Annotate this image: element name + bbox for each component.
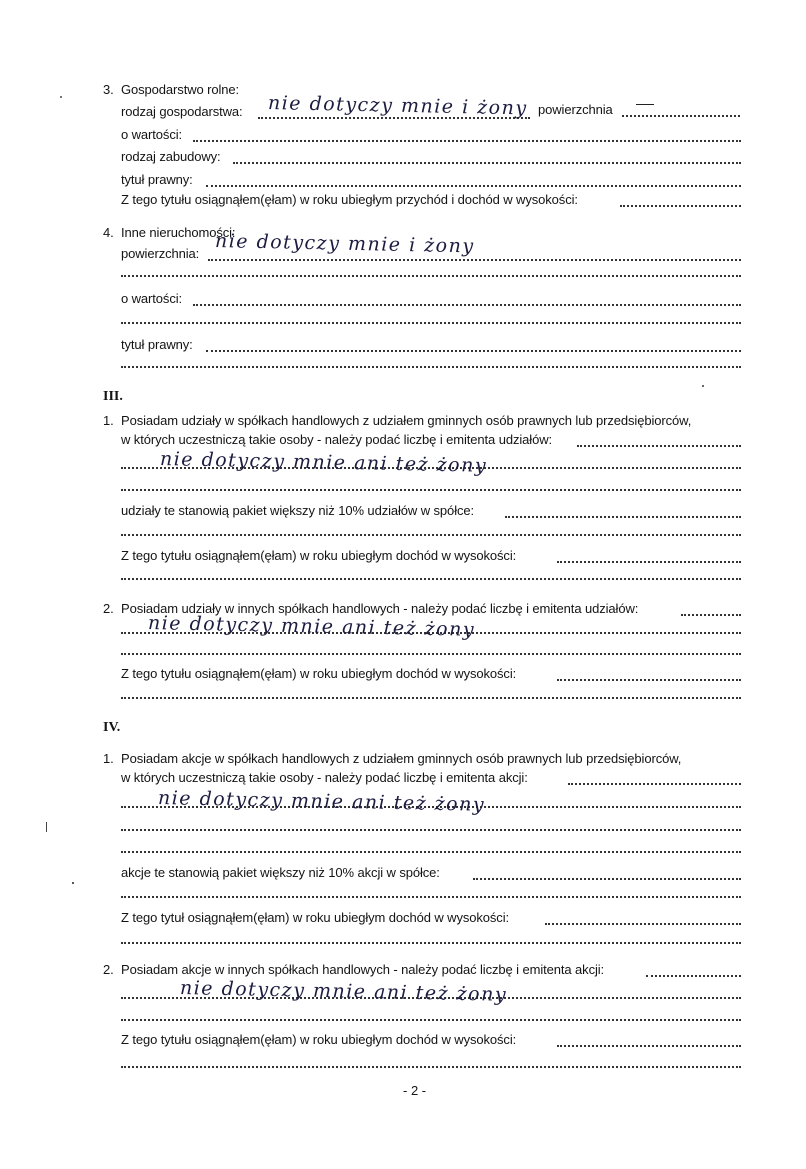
field-label: tytuł prawny: — [121, 337, 193, 352]
field-label: Gospodarstwo rolne: — [121, 82, 240, 97]
item-number: 4. — [103, 225, 114, 240]
dotted-line — [121, 851, 741, 853]
field-label: powierzchnia — [538, 102, 613, 117]
dotted-line — [233, 162, 741, 164]
handwritten-answer: nie dotyczy mnie i żony — [267, 92, 528, 120]
section-heading: III. — [103, 389, 123, 404]
handwritten-answer: nie dotyczy mnie i żony — [214, 230, 475, 258]
dotted-line — [121, 578, 741, 580]
field-label: rodzaj zabudowy: — [121, 149, 221, 164]
dotted-line — [577, 445, 741, 447]
handwritten-answer: nie dotyczy mnie ani też żony — [157, 787, 486, 816]
dotted-line — [121, 1019, 741, 1021]
dotted-line — [557, 679, 741, 681]
item-number: 2. — [103, 962, 114, 977]
dotted-line — [193, 304, 741, 306]
field-label: powierzchnia: — [121, 246, 200, 261]
dotted-line — [646, 975, 741, 977]
dotted-line — [121, 896, 741, 898]
field-label: w których uczestniczą takie osoby - należy podać liczbę i emitenta akcji: — [121, 770, 528, 785]
handwritten-answer: nie dotyczy mnie ani też żony — [147, 612, 476, 641]
dotted-line — [121, 534, 741, 536]
field-label: rodzaj gospodarstwa: — [121, 104, 243, 119]
dotted-line — [121, 366, 741, 368]
handwritten-answer: nie dotyczy mnie ani też żony — [179, 977, 508, 1006]
dotted-line — [121, 322, 741, 324]
field-label: Z tego tytuł osiągnąłem(ęłam) w roku ubiegłym dochód w wysokości: — [121, 910, 510, 925]
dotted-line — [620, 205, 741, 207]
dotted-line — [568, 783, 741, 785]
dotted-line — [193, 140, 741, 142]
field-label: w których uczestniczą takie osoby - należy podać liczbę i emitenta udziałów: — [121, 432, 552, 447]
scan-speck — [46, 822, 47, 832]
field-label: o wartości: — [121, 291, 183, 306]
dotted-line — [121, 1066, 741, 1068]
field-label: Posiadam akcje w innych spółkach handlowych - należy podać liczbę i emitenta akcji: — [121, 962, 605, 977]
dotted-line — [557, 1045, 741, 1047]
dotted-line — [206, 185, 741, 187]
dotted-line — [505, 516, 741, 518]
field-label: Posiadam udziały w innych spółkach handlowych - należy podać liczbę i emitenta udziałów: — [121, 601, 639, 616]
dotted-line — [622, 115, 740, 117]
item-number: 1. — [103, 413, 114, 428]
field-label: tytuł prawny: — [121, 172, 193, 187]
page-number: - 2 - — [403, 1083, 427, 1098]
field-label: Z tego tytułu osiągnąłem(ęłam) w roku ubiegłym dochód w wysokości: — [121, 548, 517, 563]
item-number: 1. — [103, 751, 114, 766]
field-label: akcje te stanowią pakiet większy niż 10% akcji w spółce: — [121, 865, 440, 880]
scan-speck — [702, 385, 704, 387]
dotted-line — [473, 878, 741, 880]
dotted-line — [121, 489, 741, 491]
field-label: Z tego tytułu osiągnąłem(ęłam) w roku ubiegłym dochód w wysokości: — [121, 1032, 517, 1047]
section-heading: IV. — [103, 720, 121, 735]
field-label: udziały te stanowią pakiet większy niż 10% udziałów w spółce: — [121, 503, 475, 518]
field-label: Z tego tytułu osiągnąłem(ęłam) w roku ubiegłym przychód i dochód w wysokości: — [121, 192, 578, 207]
dotted-line — [545, 923, 741, 925]
item-number: 2. — [103, 601, 114, 616]
dotted-line — [121, 942, 741, 944]
scan-speck — [72, 882, 74, 884]
dotted-line — [206, 350, 741, 352]
dotted-line — [121, 697, 741, 699]
field-label: Z tego tytułu osiągnąłem(ęłam) w roku ubiegłym dochód w wysokości: — [121, 666, 517, 681]
field-label: Posiadam akcje w spółkach handlowych z udziałem gminnych osób prawnych lub przedsiębiorców, — [121, 751, 682, 766]
dotted-line — [121, 275, 741, 277]
handwritten-dash-value: — — [636, 92, 637, 93]
field-label: o wartości: — [121, 127, 183, 142]
item-number: 3. — [103, 82, 114, 97]
field-label: Posiadam udziały w spółkach handlowych z udziałem gminnych osób prawnych lub przedsiębiorców, — [121, 413, 692, 428]
field-label: Inne nieruchomości: — [121, 225, 236, 240]
dotted-line — [121, 829, 741, 831]
handwritten-answer: nie dotyczy mnie ani też żony — [159, 448, 488, 477]
dotted-line — [681, 614, 741, 616]
dotted-line — [208, 259, 741, 261]
scan-speck — [60, 96, 62, 98]
handwritten-dash — [636, 104, 654, 105]
dotted-line — [121, 653, 741, 655]
dotted-line — [557, 561, 741, 563]
